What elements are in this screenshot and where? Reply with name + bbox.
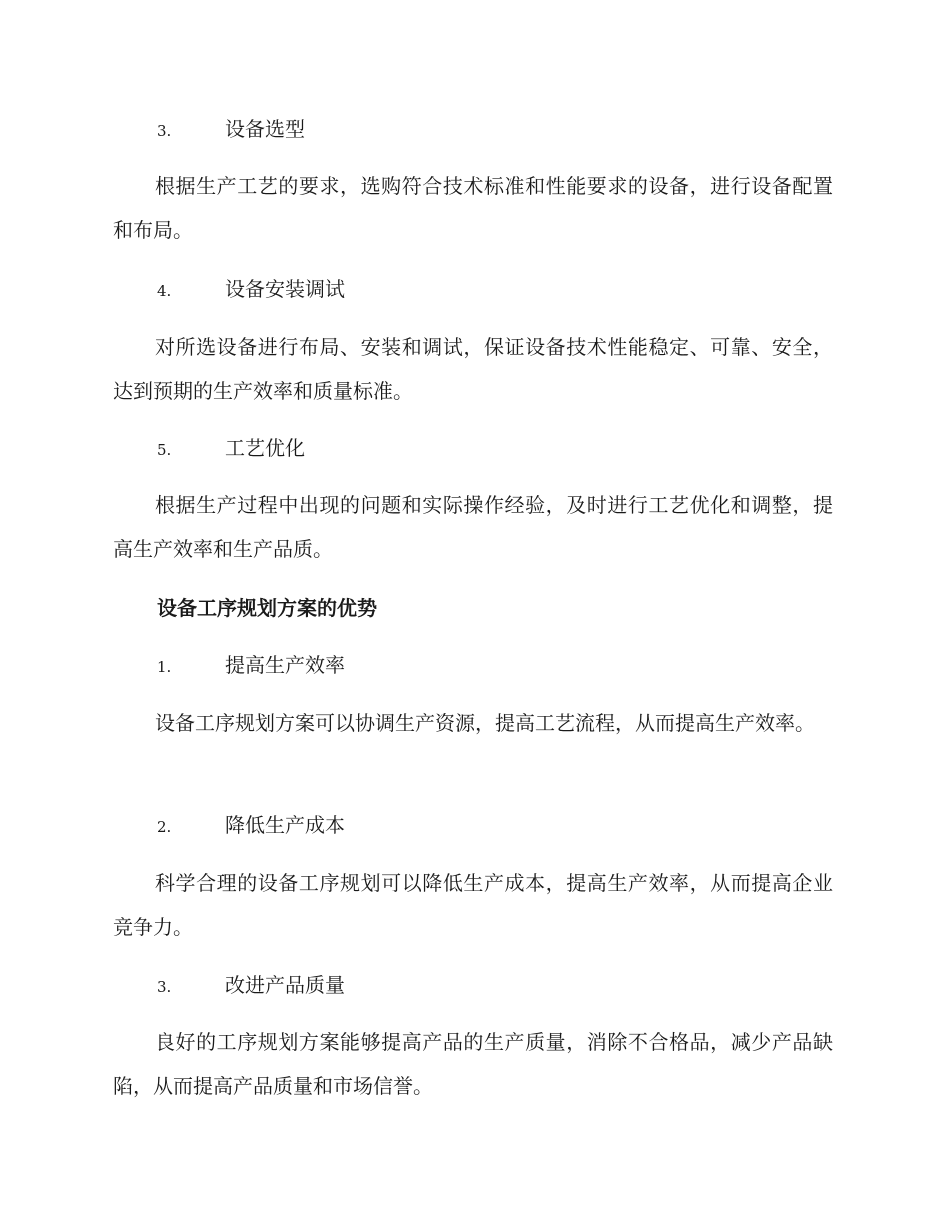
item-number: 1. xyxy=(157,658,172,676)
item-title: 降低生产成本 xyxy=(225,813,345,837)
item-description: 根据生产过程中出现的问题和实际操作经验，及时进行工艺优化和调整，提高生产效率和生产品质。 xyxy=(113,493,833,561)
list-item-heading xyxy=(157,651,345,679)
item-description: 良好的工序规划方案能够提高产品的生产质量，消除不合格品，减少产品缺陷，从而提高产品质量和市场信誉。 xyxy=(113,1030,833,1098)
list-item-heading xyxy=(157,971,345,999)
item-title: 提高生产效率 xyxy=(225,653,345,677)
item-number: 4. xyxy=(157,282,172,300)
list-item-heading xyxy=(157,811,345,839)
item-description: 对所选设备进行布局、安装和调试，保证设备技术性能稳定、可靠、安全，达到预期的生产效率和质量标准。 xyxy=(113,335,833,403)
item-title: 改进产品质量 xyxy=(225,973,345,997)
section-heading: 设备工序规划方案的优势 xyxy=(157,596,377,620)
list-item-heading xyxy=(157,115,305,143)
list-item-heading xyxy=(157,434,305,462)
item-number: 3. xyxy=(157,122,172,140)
item-title: 工艺优化 xyxy=(225,436,305,460)
list-item-heading xyxy=(157,275,345,303)
item-number: 5. xyxy=(157,441,172,459)
item-title: 设备选型 xyxy=(225,117,305,141)
item-description: 设备工序规划方案可以协调生产资源，提高工艺流程，从而提高生产效率。 xyxy=(155,711,815,735)
item-number: 3. xyxy=(157,978,172,996)
item-title: 设备安装调试 xyxy=(225,277,345,301)
item-description: 科学合理的设备工序规划可以降低生产成本，提高生产效率，从而提高企业竞争力。 xyxy=(113,871,833,939)
item-number: 2. xyxy=(157,818,172,836)
item-description: 根据生产工艺的要求，选购符合技术标准和性能要求的设备，进行设备配置和布局。 xyxy=(113,174,833,242)
